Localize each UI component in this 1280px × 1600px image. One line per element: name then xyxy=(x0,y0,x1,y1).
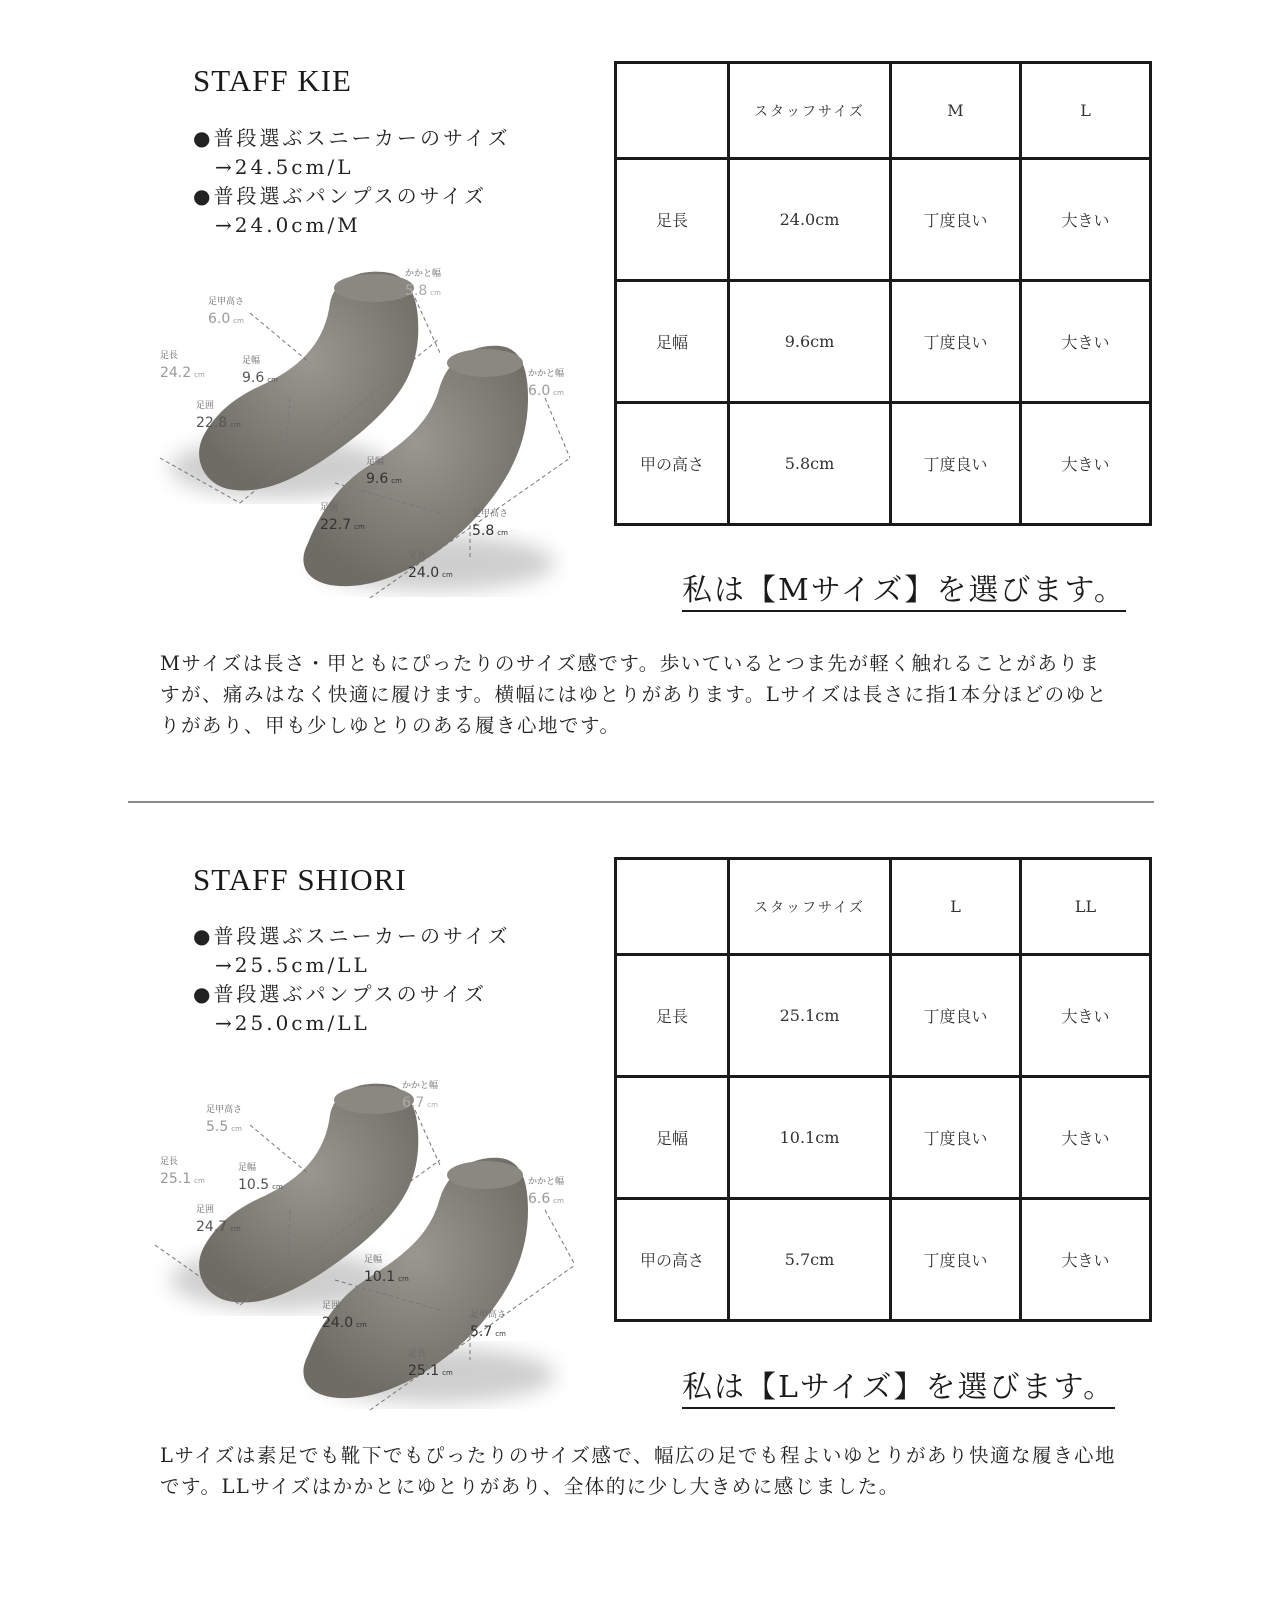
table-row xyxy=(616,403,1151,525)
right-width-value: 9.6 cm xyxy=(366,471,402,487)
table-cell: 足幅 xyxy=(616,281,729,403)
table-header-cell: スタッフサイズ xyxy=(729,859,891,955)
table-header-cell: LL xyxy=(1021,859,1151,955)
unit-label: cm xyxy=(194,1177,205,1185)
unit-label: cm xyxy=(495,1330,506,1338)
sneaker-size-value: →25.5cm/LL xyxy=(215,953,370,977)
right-width-value: 10.1 cm xyxy=(364,1269,409,1285)
table-cell: 丁度良い xyxy=(891,403,1021,525)
right-girth-value: 24.0 cm xyxy=(322,1315,367,1331)
unit-label: cm xyxy=(553,1197,564,1205)
unit-label: cm xyxy=(497,529,508,537)
table-cell: 大きい xyxy=(1021,403,1151,525)
left-length-label: 足長 xyxy=(160,351,179,361)
right-length-value: 24.0 cm xyxy=(408,565,453,581)
table-header-cell: スタッフサイズ xyxy=(729,63,891,159)
right-girth-label: 足囲 xyxy=(320,503,339,513)
unit-label: cm xyxy=(194,371,205,379)
table-cell: 5.8cm xyxy=(729,403,891,525)
right-girth-label: 足囲 xyxy=(322,1301,341,1311)
table-cell: 足長 xyxy=(616,159,729,281)
table-cell: 甲の高さ xyxy=(616,1199,729,1321)
right-heel-width-label: かかと幅 xyxy=(528,1177,565,1187)
staff-shoe-sizes xyxy=(193,124,510,240)
size-comparison-table xyxy=(614,857,1152,1322)
size-description: Lサイズは素足でも靴下でもぴったりのサイズ感で、幅広の足でも程よいゆとりがあり快適な履き心地です。LLサイズはかかとにゆとりがあり、全体的に少し大きめに感じました。 xyxy=(160,1444,1116,1498)
left-girth-value: 22.8 cm xyxy=(196,415,241,431)
left-heel-width-value: 6.7 cm xyxy=(402,1095,438,1111)
table-header-cell: M xyxy=(891,63,1021,159)
unit-label: cm xyxy=(231,1125,242,1133)
right-length-value: 25.1 cm xyxy=(408,1363,453,1379)
unit-label: cm xyxy=(430,289,441,297)
table-cell: 大きい xyxy=(1021,955,1151,1077)
size-choice: 私は【Mサイズ】を選びます。 xyxy=(682,565,1126,612)
pumps-size-value: →25.0cm/LL xyxy=(215,1011,370,1035)
left-instep-value: 5.5 cm xyxy=(206,1119,242,1135)
staff-name: STAFF SHIORI xyxy=(193,862,407,897)
right-width-label: 足幅 xyxy=(364,1255,383,1265)
right-foot-top xyxy=(447,1161,523,1189)
table-row xyxy=(616,1199,1151,1321)
left-width-value: 10.5 cm xyxy=(238,1177,283,1193)
table-cell: 丁度良い xyxy=(891,281,1021,403)
unit-label: cm xyxy=(427,1101,438,1109)
table-header-cell: L xyxy=(891,859,1021,955)
unit-label: cm xyxy=(356,1321,367,1329)
unit-label: cm xyxy=(442,1369,453,1377)
table-cell: 24.0cm xyxy=(729,159,891,281)
sneaker-size-label: ●普段選ぶスニーカーのサイズ xyxy=(193,126,511,150)
left-heel-width-value: 5.8 cm xyxy=(405,283,441,299)
unit-label: cm xyxy=(354,523,365,531)
staff-shoe-sizes xyxy=(193,922,510,1038)
left-width-label: 足幅 xyxy=(242,356,261,366)
table-header-row xyxy=(616,859,1151,955)
table-cell: 大きい xyxy=(1021,1199,1151,1321)
table-cell: 大きい xyxy=(1021,1077,1151,1199)
table-cell: 足幅 xyxy=(616,1077,729,1199)
pumps-size-label: ●普段選ぶパンプスのサイズ xyxy=(193,982,488,1006)
table-cell: 丁度良い xyxy=(891,1199,1021,1321)
table-header-cell: L xyxy=(1021,63,1151,159)
foot-measurement-illustration xyxy=(150,268,590,613)
right-instep-value: 5.7 cm xyxy=(470,1324,506,1340)
size-description: Mサイズは長さ・甲ともにぴったりのサイズ感です。歩いているとつま先が軽く触れることがありますが、痛みはなく快適に履けます。横幅にはゆとりがあります。Lサイズは長さに指1本分ほどのゆとりがあり、甲も少しゆとりのある履き心地です。 xyxy=(160,652,1108,737)
sneaker-size-value: →24.5cm/L xyxy=(215,155,354,179)
left-length-label: 足長 xyxy=(160,1157,179,1167)
left-heel-width-label: かかと幅 xyxy=(402,1081,439,1091)
pumps-size-label: ●普段選ぶパンプスのサイズ xyxy=(193,184,488,208)
table-header-row xyxy=(616,63,1151,159)
left-length-value: 25.1 cm xyxy=(160,1171,205,1187)
table-cell: 大きい xyxy=(1021,159,1151,281)
section-divider xyxy=(128,801,1154,803)
unit-label: cm xyxy=(230,421,241,429)
right-girth-value: 22.7 cm xyxy=(320,517,365,533)
unit-label: cm xyxy=(272,1183,283,1191)
table-cell: 9.6cm xyxy=(729,281,891,403)
left-instep-label: 足甲高さ xyxy=(208,297,245,307)
unit-label: cm xyxy=(398,1275,409,1283)
right-foot-top xyxy=(447,349,523,377)
table-cell: 5.7cm xyxy=(729,1199,891,1321)
unit-label: cm xyxy=(553,389,564,397)
table-cell: 足長 xyxy=(616,955,729,1077)
right-length-label: 足長 xyxy=(408,551,427,561)
unit-label: cm xyxy=(391,477,402,485)
table-cell: 丁度良い xyxy=(891,955,1021,1077)
left-foot-top xyxy=(334,274,414,302)
unit-label: cm xyxy=(230,1225,241,1233)
table-cell: 10.1cm xyxy=(729,1077,891,1199)
left-length-value: 24.2 cm xyxy=(160,365,205,381)
right-instep-label: 足甲高さ xyxy=(470,1310,507,1320)
right-length-label: 足長 xyxy=(408,1349,427,1359)
table-cell: 大きい xyxy=(1021,281,1151,403)
pumps-size-value: →24.0cm/M xyxy=(215,213,361,237)
table-row xyxy=(616,159,1151,281)
table-row xyxy=(616,1077,1151,1199)
sneaker-size-label: ●普段選ぶスニーカーのサイズ xyxy=(193,924,511,948)
unit-label: cm xyxy=(442,571,453,579)
unit-label: cm xyxy=(267,376,278,384)
size-comparison-table xyxy=(614,61,1152,526)
table-header-cell xyxy=(616,63,729,159)
left-girth-label: 足囲 xyxy=(196,1205,215,1215)
table-cell: 甲の高さ xyxy=(616,403,729,525)
right-instep-value: 5.8 cm xyxy=(472,523,508,539)
table-cell: 丁度良い xyxy=(891,1077,1021,1199)
right-width-label: 足幅 xyxy=(366,457,385,467)
right-heel-width-label: かかと幅 xyxy=(528,369,565,379)
size-choice: 私は【Lサイズ】を選びます。 xyxy=(682,1362,1115,1409)
left-instep-label: 足甲高さ xyxy=(206,1105,243,1115)
left-heel-width-label: かかと幅 xyxy=(405,269,442,279)
foot-measurement-illustration xyxy=(150,1080,590,1425)
table-row xyxy=(616,955,1151,1077)
table-row xyxy=(616,281,1151,403)
left-instep-value: 6.0 cm xyxy=(208,311,244,327)
left-girth-label: 足囲 xyxy=(196,401,215,411)
right-heel-width-value: 6.6 cm xyxy=(528,1191,564,1207)
right-heel-width-value: 6.0 cm xyxy=(528,383,564,399)
staff-name: STAFF KIE xyxy=(193,63,352,98)
right-instep-label: 足甲高さ xyxy=(472,509,509,519)
table-cell: 25.1cm xyxy=(729,955,891,1077)
table-header-cell xyxy=(616,859,729,955)
left-width-label: 足幅 xyxy=(238,1163,257,1173)
unit-label: cm xyxy=(233,317,244,325)
left-width-value: 9.6 cm xyxy=(242,370,278,386)
left-girth-value: 24.7 cm xyxy=(196,1219,241,1235)
table-cell: 丁度良い xyxy=(891,159,1021,281)
